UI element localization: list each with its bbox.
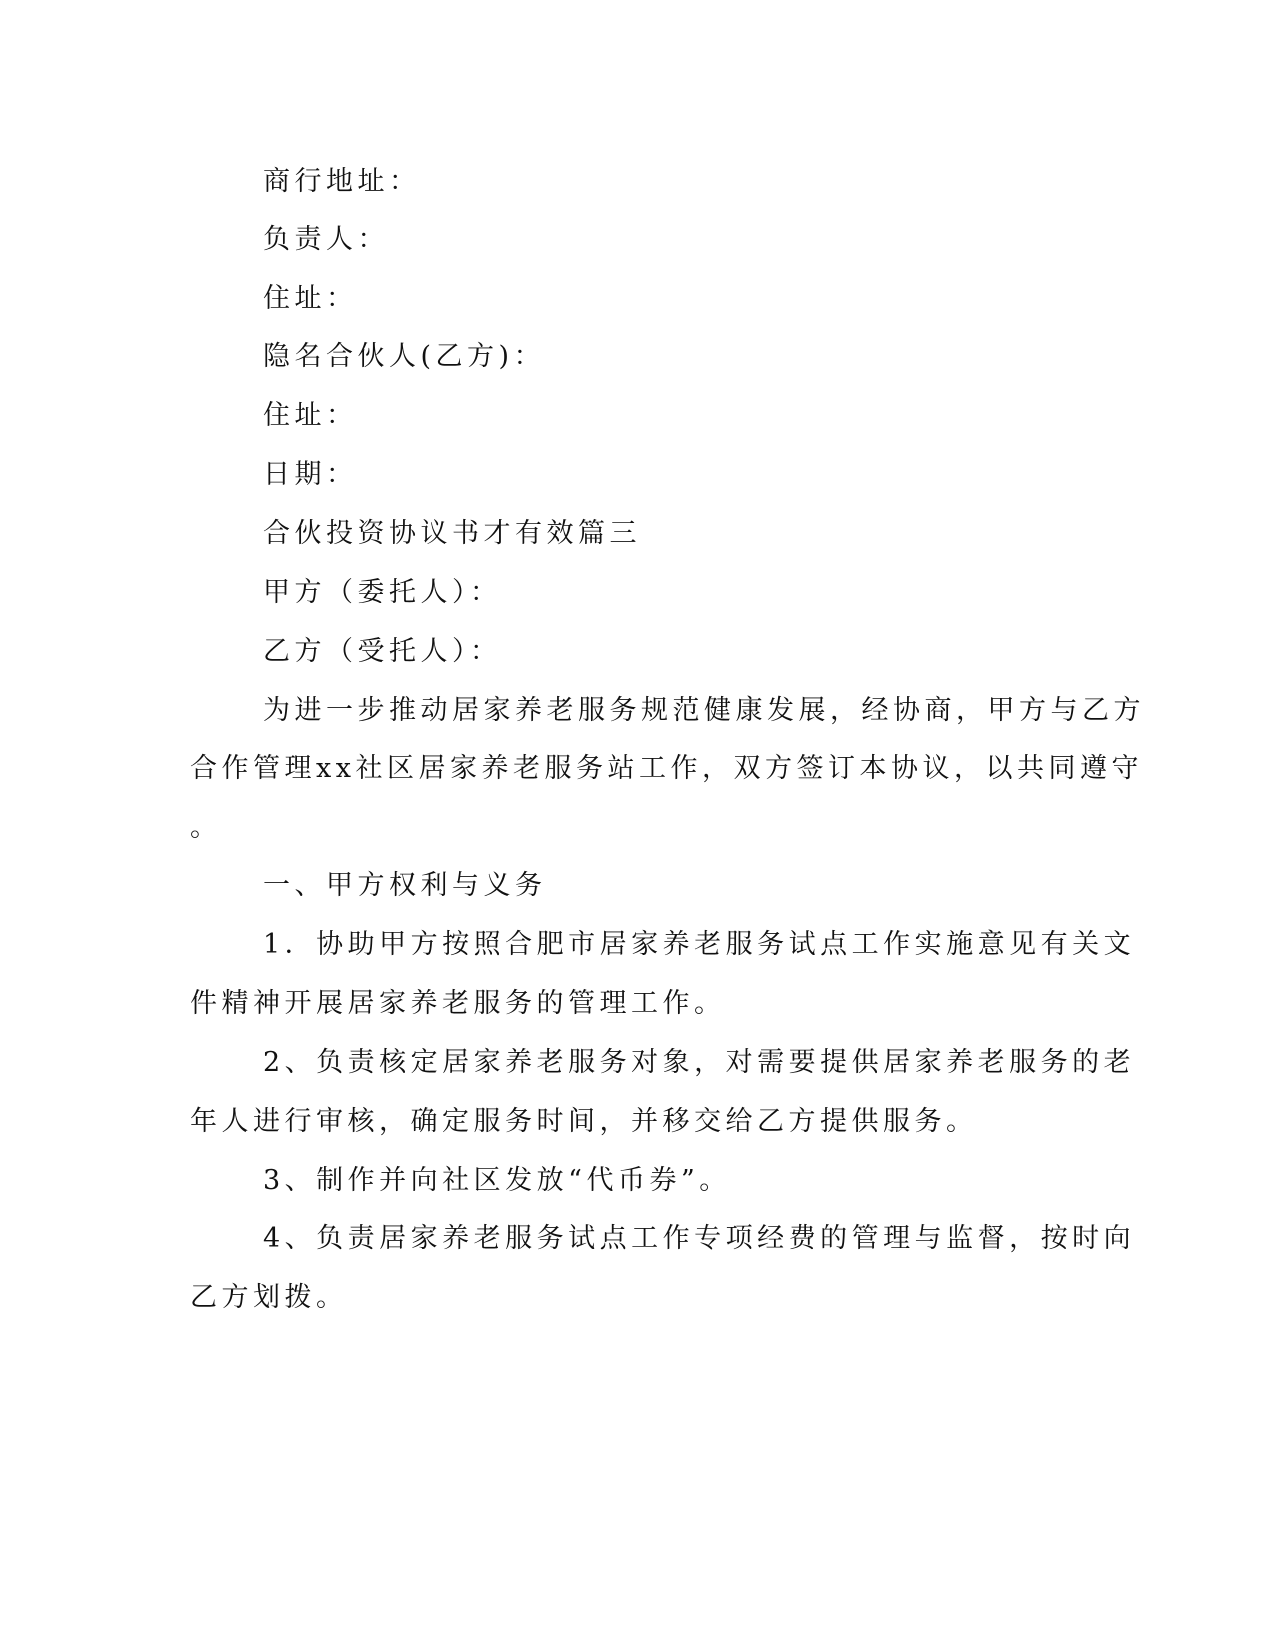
intro-paragraph-line: 为进一步推动居家养老服务规范健康发展，经协商，甲方与乙方 — [263, 695, 1145, 726]
clause-line: 乙方划拨。 — [190, 1282, 348, 1313]
clause-line: 4、负责居家养老服务试点工作专项经费的管理与监督，按时向 — [263, 1223, 1136, 1254]
address-label: 住址： — [263, 283, 358, 314]
intro-paragraph-line: 合作管理xx社区居家养老服务站工作，双方签订本协议，以共同遵守 — [190, 753, 1143, 784]
party-a-label: 甲方（委托人）： — [263, 577, 502, 608]
business-address-label: 商行地址： — [263, 166, 421, 197]
silent-partner-label: 隐名合伙人(乙方)： — [263, 341, 546, 372]
person-in-charge-label: 负责人： — [263, 224, 389, 255]
section-title: 合伙投资协议书才有效篇三 — [263, 518, 641, 549]
clause-line: 2、负责核定居家养老服务对象，对需要提供居家养老服务的老 — [263, 1047, 1136, 1078]
date-label: 日期： — [263, 459, 358, 490]
intro-paragraph-line: 。 — [190, 812, 222, 843]
clause-line: 3、制作并向社区发放“代币券”。 — [263, 1165, 731, 1196]
heading-party-a-rights: 一、甲方权利与义务 — [263, 870, 547, 901]
clause-line: 件精神开展居家养老服务的管理工作。 — [190, 988, 726, 1019]
clause-line: 年人进行审核，确定服务时间，并移交给乙方提供服务。 — [190, 1106, 978, 1137]
address-label: 住址： — [263, 400, 358, 431]
clause-line: 1．协助甲方按照合肥市居家养老服务试点工作实施意见有关文 — [263, 929, 1136, 960]
party-b-label: 乙方（受托人）： — [263, 636, 502, 667]
